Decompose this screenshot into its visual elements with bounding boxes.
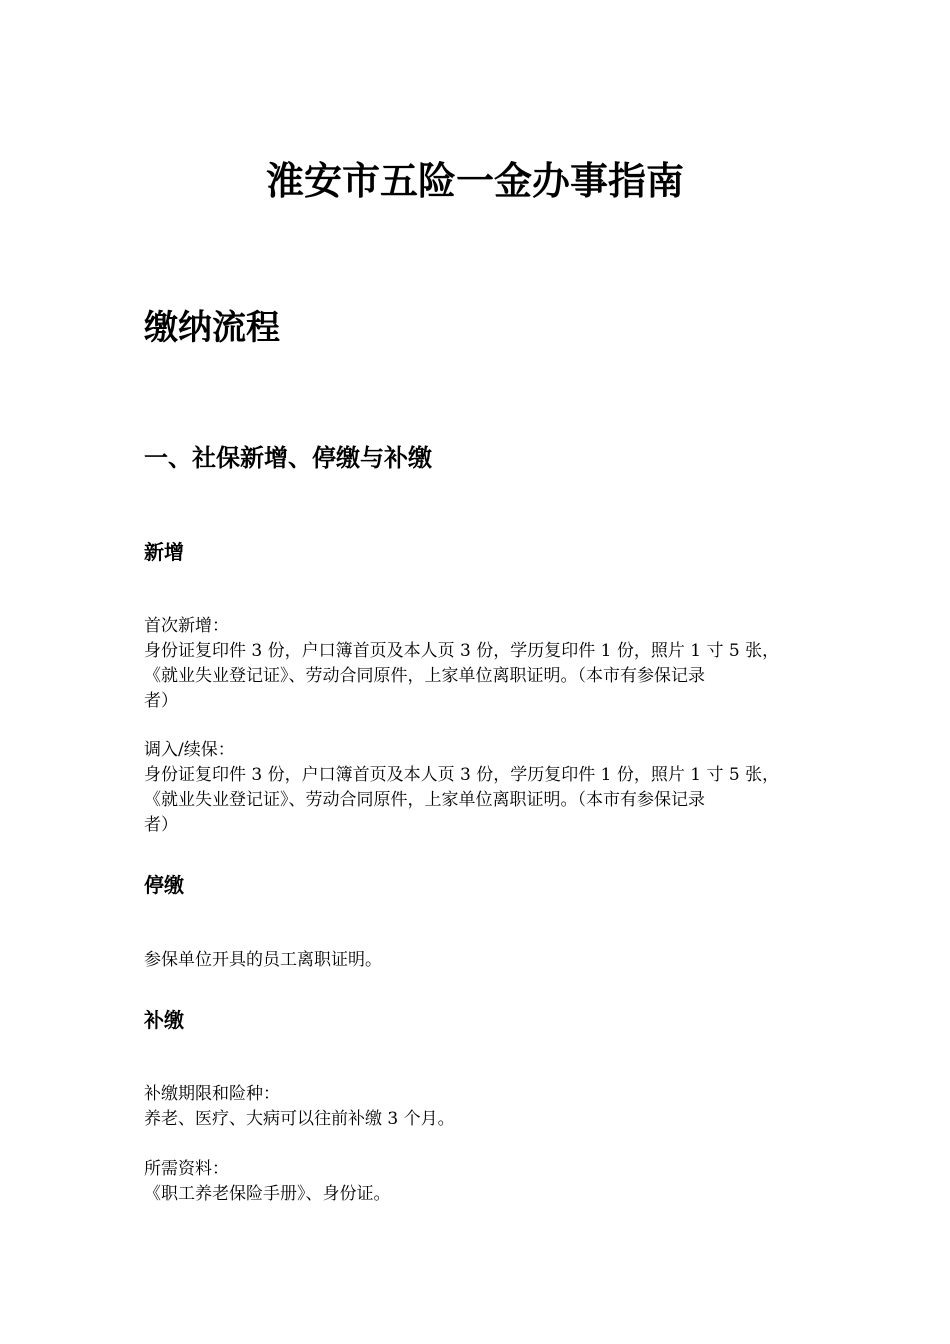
text-line: 养老、医疗、大病可以往前补缴 3 个月。	[144, 1109, 455, 1129]
text-line: 者）	[144, 815, 178, 835]
text-line: 《就业失业登记证》、劳动合同原件，上家单位离职证明。（本市有参保记录	[144, 790, 705, 810]
label-transfer: 调入/续保：	[144, 740, 235, 760]
paragraph-stop	[144, 948, 812, 973]
paragraph-transfer	[144, 738, 812, 838]
subsection-heading: 一、社保新增、停缴与补缴	[144, 444, 432, 472]
label-period: 补缴期限和险种：	[144, 1084, 280, 1104]
text-line: 身份证复印件 3 份，户口簿首页及本人页 3 份，学历复印件 1 份，照片 1 寸 5 张，	[144, 641, 780, 661]
heading-supplement: 补缴	[144, 1008, 184, 1032]
text-line: 《职工养老保险手册》、身份证。	[144, 1184, 391, 1204]
text-line: 《就业失业登记证》、劳动合同原件，上家单位离职证明。（本市有参保记录	[144, 666, 705, 686]
paragraph-supplement-period	[144, 1082, 812, 1132]
section-heading: 缴纳流程	[144, 308, 280, 348]
heading-new: 新增	[144, 540, 184, 564]
text-line: 者）	[144, 691, 178, 711]
text-line: 参保单位开具的员工离职证明。	[144, 950, 382, 970]
label-first-new: 首次新增：	[144, 616, 229, 636]
heading-stop: 停缴	[144, 873, 184, 897]
paragraph-supplement-materials	[144, 1157, 812, 1207]
paragraph-first-new	[144, 614, 812, 714]
document-title: 淮安市五险一金办事指南	[265, 159, 684, 203]
label-materials: 所需资料：	[144, 1159, 229, 1179]
text-line: 身份证复印件 3 份，户口簿首页及本人页 3 份，学历复印件 1 份，照片 1 寸 5 张，	[144, 765, 780, 785]
